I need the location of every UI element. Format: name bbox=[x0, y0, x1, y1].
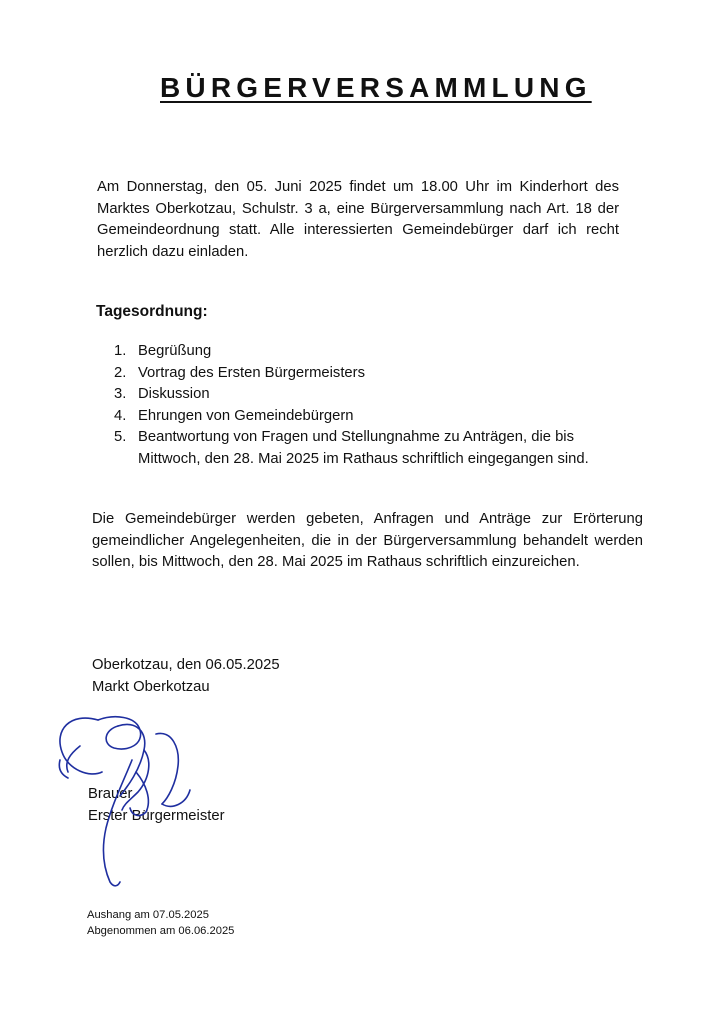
signer-name: Brauer bbox=[88, 786, 133, 802]
agenda-item-text: Vortrag des Ersten Bürgermeisters bbox=[138, 364, 365, 381]
agenda-item-number: 2. bbox=[114, 364, 127, 381]
agenda-item-text: Ehrungen von Gemeindebürgern bbox=[138, 407, 354, 424]
signer-title: Erster Bürgermeister bbox=[88, 807, 225, 824]
removed-date: Abgenommen am 06.06.2025 bbox=[87, 924, 235, 937]
agenda-item bbox=[114, 406, 634, 428]
agenda-item-text: Beantwortung von Fragen und Stellungnahme zu Anträgen, die bis Mittwoch, den 28. Mai 2025 im Rathaus schriftlich eingegangen sind. bbox=[138, 429, 589, 467]
request-paragraph: Die Gemeindebürger werden gebeten, Anfragen und Anträge zur Erörterung gemeindlicher Angelegenheiten, die in der Bürgerversammlung behandelt werden sollen, bis Mittwoch, den 28. Mai 2025 im Rathaus schriftlich einzureichen. bbox=[92, 511, 643, 570]
place-date-block bbox=[92, 655, 280, 698]
agenda-item bbox=[114, 363, 634, 385]
document-title: BÜRGERVERSAMMLUNG bbox=[160, 72, 592, 103]
intro-paragraph: Am Donnerstag, den 05. Juni 2025 findet um 18.00 Uhr im Kinderhort des Marktes Oberkotzau, Schulstr. 3 a, eine Bürgerversammlung nach Art. 18 der Gemeindeordnung statt. Alle interessierten Gemeindebürger darf ich recht herzlich dazu einladen. bbox=[97, 179, 619, 260]
agenda-list bbox=[114, 341, 634, 470]
agenda-item-text: Diskussion bbox=[138, 386, 210, 402]
agenda-item-number: 4. bbox=[114, 407, 127, 424]
agenda-item bbox=[114, 341, 634, 363]
issuer-line: Markt Oberkotzau bbox=[92, 678, 210, 695]
agenda-item-number: 3. bbox=[114, 386, 127, 402]
posted-date: Aushang am 07.05.2025 bbox=[87, 909, 209, 921]
agenda-item-number: 1. bbox=[114, 343, 127, 359]
agenda-item bbox=[114, 384, 634, 406]
agenda-heading: Tagesordnung: bbox=[96, 303, 208, 320]
place-date-line: Oberkotzau, den 06.05.2025 bbox=[92, 657, 280, 673]
agenda-item bbox=[114, 427, 634, 470]
agenda-item-text: Begrüßung bbox=[138, 343, 212, 359]
agenda-item-number: 5. bbox=[114, 429, 127, 445]
posting-notes bbox=[87, 908, 234, 939]
handwritten-signature bbox=[40, 700, 220, 890]
